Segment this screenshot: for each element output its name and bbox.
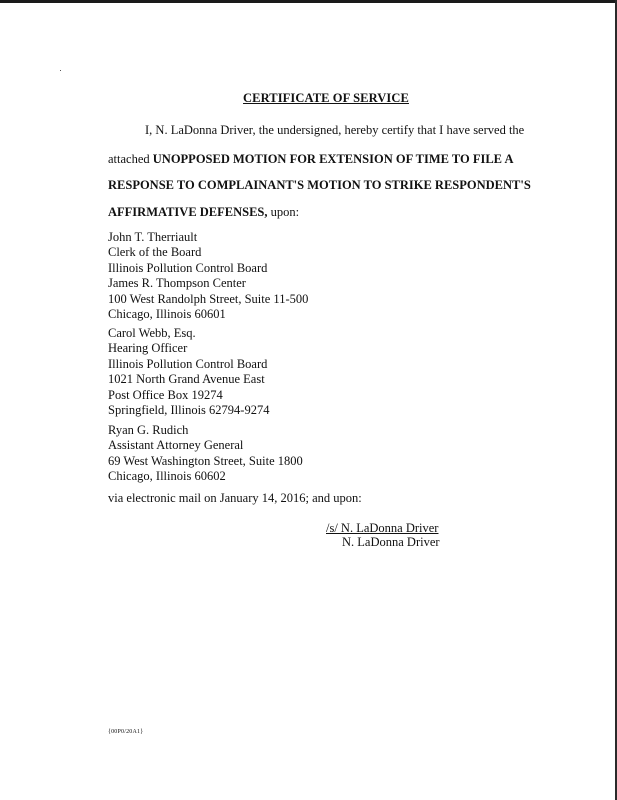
signer-name: N. LaDonna Driver xyxy=(342,535,440,549)
address-line: Ryan G. Rudich xyxy=(108,423,189,437)
motion-title-part-1: UNOPPOSED MOTION FOR EXTENSION OF TIME TO FILE A xyxy=(152,152,514,166)
recipient-block-hearing-officer xyxy=(108,326,269,418)
motion-title-part-3: AFFIRMATIVE DEFENSES, xyxy=(108,205,268,219)
address-line: Illinois Pollution Control Board xyxy=(108,260,268,275)
intro-line: I, N. LaDonna Driver, the undersigned, hereby certify that I have served the xyxy=(145,123,525,137)
address-line: John T. Therriault xyxy=(108,230,198,244)
document-footer-code: {00P0/20A1} xyxy=(108,729,144,735)
address-line: Hearing Officer xyxy=(108,341,188,356)
via-electronic-mail-line: via electronic mail on January 14, 2016; and upon: xyxy=(108,491,362,505)
address-line: Illinois Pollution Control Board xyxy=(108,356,268,371)
address-line: Chicago, Illinois 60602 xyxy=(108,469,226,484)
motion-title-part-2: RESPONSE TO COMPLAINANT'S MOTION TO STRIKE RESPONDENT'S xyxy=(108,178,531,192)
motion-line-3 xyxy=(108,205,299,220)
address-line: Chicago, Illinois 60601 xyxy=(108,307,226,322)
upon-suffix: upon: xyxy=(270,205,300,219)
attached-prefix: attached xyxy=(108,152,150,166)
recipient-block-clerk xyxy=(108,230,308,322)
address-line: Carol Webb, Esq. xyxy=(108,326,196,340)
recipient-block-attorney-general xyxy=(108,423,303,485)
address-line: James R. Thompson Center xyxy=(108,276,246,291)
address-line: 1021 North Grand Avenue East xyxy=(108,372,265,387)
signature-line: /s/ N. LaDonna Driver xyxy=(326,521,439,535)
motion-line-1 xyxy=(108,152,513,167)
top-edge-rule xyxy=(0,0,617,3)
certificate-title: CERTIFICATE OF SERVICE xyxy=(243,91,409,105)
address-line: 69 West Washington Street, Suite 1800 xyxy=(108,453,303,468)
scan-speck xyxy=(60,70,61,71)
address-line: Clerk of the Board xyxy=(108,245,202,260)
address-line: Post Office Box 19274 xyxy=(108,387,223,402)
address-line: 100 West Randolph Street, Suite 11-500 xyxy=(108,291,309,306)
address-line: Springfield, Illinois 62794-9274 xyxy=(108,403,270,418)
address-line: Assistant Attorney General xyxy=(108,438,244,453)
